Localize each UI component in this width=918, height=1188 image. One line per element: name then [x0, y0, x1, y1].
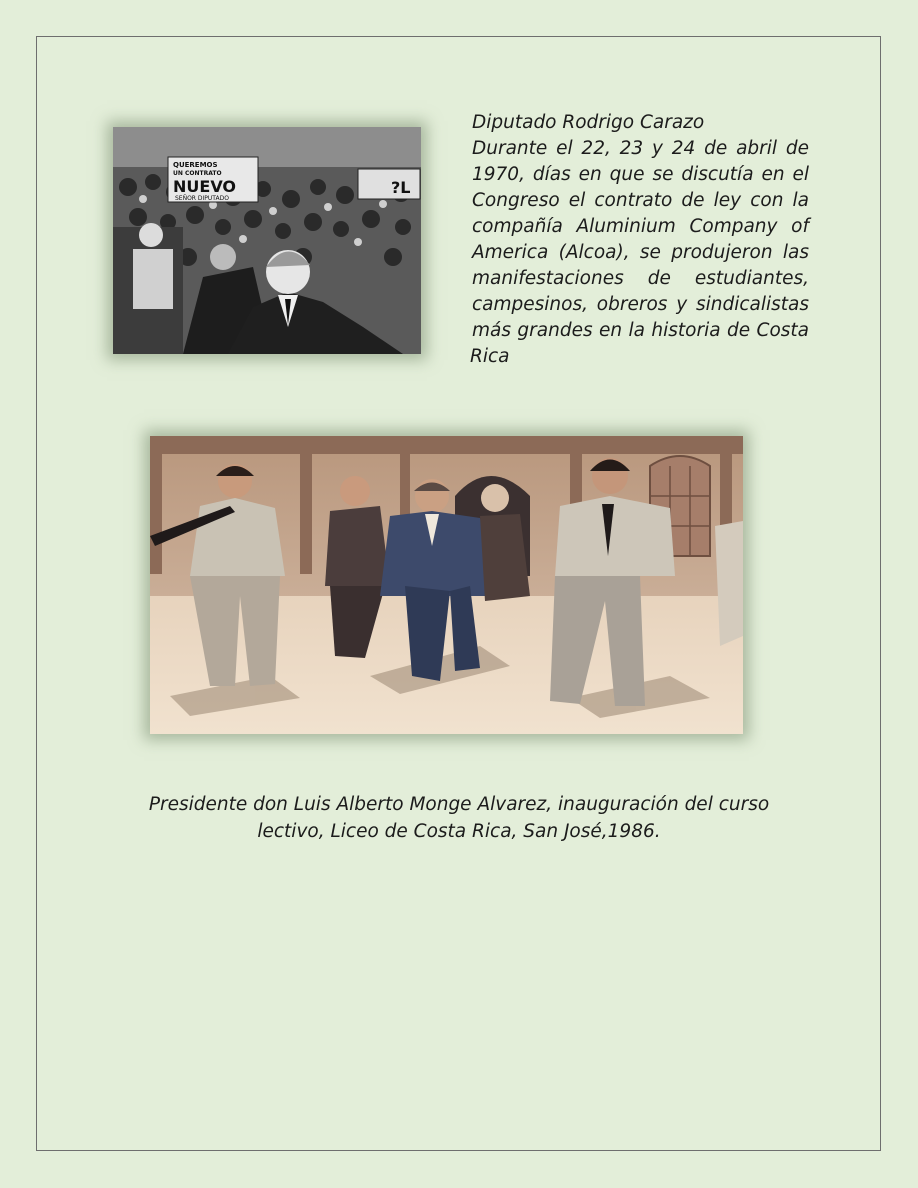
- monge-photo: [150, 436, 743, 734]
- monge-caption: [80, 791, 838, 845]
- sign-right-text: ?L: [391, 178, 411, 197]
- sign-left-line1: QUEREMOS: [173, 161, 218, 169]
- monge-caption-line2: lectivo, Liceo de Costa Rica, San José,1986.: [257, 821, 661, 842]
- protest-photo: [113, 127, 421, 354]
- sign-left-line2: UN CONTRATO: [173, 170, 222, 177]
- caption-tail: Rica: [470, 346, 510, 367]
- monge-caption-line1: Presidente don Luis Alberto Monge Alvarez, inauguración del curso: [148, 794, 770, 815]
- sign-left-main: NUEVO: [173, 177, 237, 196]
- caption-title: Diputado Rodrigo Carazo: [472, 112, 705, 133]
- caption-body: Durante el 22, 23 y 24 de abril de 1970, días en que se discutía en el Congreso el contrato de ley con la compañía Aluminium Company of America (Alcoa), se produjeron las manifestaciones de estudiantes, campesinos, obreros y sindicalistas más grandes en la historia de Costa: [472, 138, 809, 341]
- carazo-caption: [472, 110, 809, 370]
- sign-left-bottom: SEÑOR DIPUTADO: [175, 195, 229, 202]
